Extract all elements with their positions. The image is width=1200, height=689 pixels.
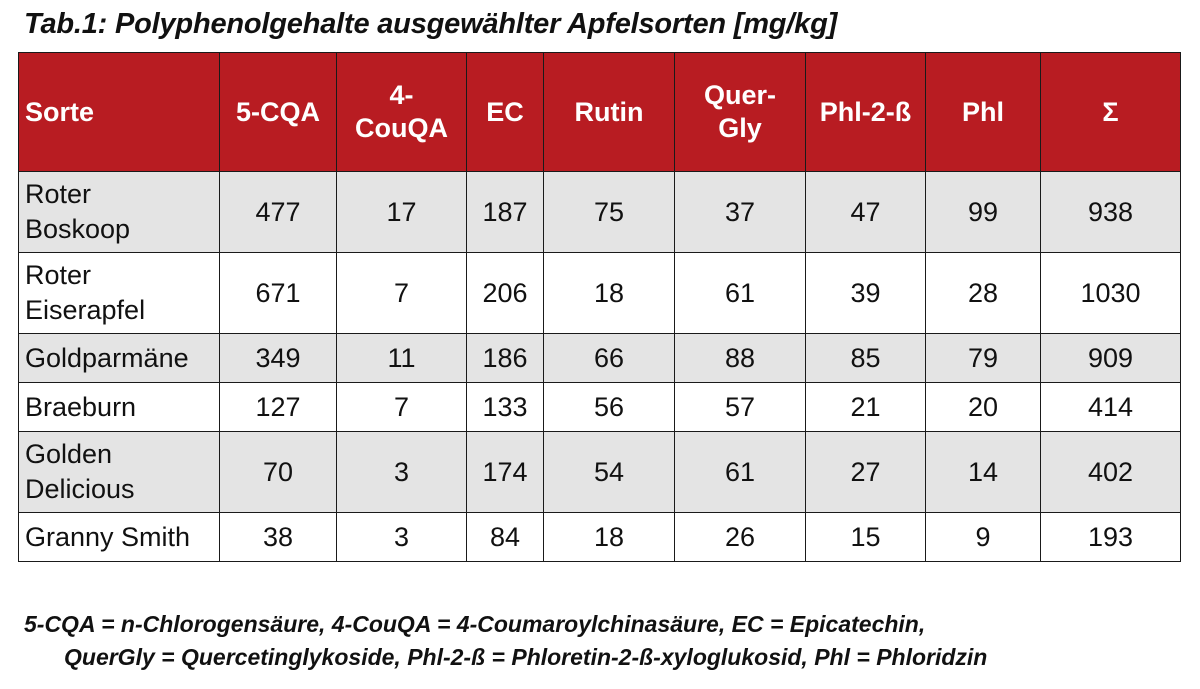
cell-quergly: 61: [675, 432, 806, 513]
cell-rutin: 18: [544, 513, 675, 562]
cell-5cqa: 38: [220, 513, 337, 562]
cell-5cqa: 127: [220, 383, 337, 432]
cell-phl2b: 21: [806, 383, 926, 432]
cell-sorte: [19, 432, 220, 513]
cell-sorte: [19, 253, 220, 334]
cell-phl: 99: [926, 172, 1041, 253]
sorte-line2: Delicious: [25, 474, 135, 504]
cell-phl: 79: [926, 334, 1041, 383]
table-row: [19, 172, 1181, 253]
col-header-rutin: Rutin: [544, 53, 675, 172]
col-header-sorte: Sorte: [19, 53, 220, 172]
cell-sum: 1030: [1041, 253, 1181, 334]
polyphenol-table: [18, 52, 1181, 562]
cell-rutin: 18: [544, 253, 675, 334]
cell-ec: 84: [467, 513, 544, 562]
cell-sorte: Goldparmäne: [19, 334, 220, 383]
col-header-quergly-line1: Quer-: [703, 80, 776, 110]
cell-quergly: 88: [675, 334, 806, 383]
col-header-ec: EC: [467, 53, 544, 172]
cell-5cqa: 671: [220, 253, 337, 334]
cell-phl: 14: [926, 432, 1041, 513]
cell-sum: 402: [1041, 432, 1181, 513]
table-row: [19, 513, 1181, 562]
cell-ec: 174: [467, 432, 544, 513]
cell-phl: 9: [926, 513, 1041, 562]
cell-5cqa: 349: [220, 334, 337, 383]
table-row: [19, 253, 1181, 334]
cell-4couqa: 7: [337, 383, 467, 432]
cell-sorte: Braeburn: [19, 383, 220, 432]
cell-ec: 186: [467, 334, 544, 383]
footnote-line1: 5-CQA = n-Chlorogensäure, 4-CouQA = 4-Coumaroylchinasäure, EC = Epicatechin,: [24, 611, 926, 637]
col-header-quergly-line2: Gly: [718, 113, 762, 143]
sorte-line2: Boskoop: [25, 214, 131, 244]
cell-ec: 187: [467, 172, 544, 253]
cell-phl2b: 47: [806, 172, 926, 253]
sorte-line1: Roter: [25, 179, 92, 209]
col-header-4couqa-line2: CouQA: [355, 113, 448, 143]
cell-phl: 20: [926, 383, 1041, 432]
cell-phl2b: 85: [806, 334, 926, 383]
cell-sorte: Granny Smith: [19, 513, 220, 562]
cell-4couqa: 11: [337, 334, 467, 383]
cell-5cqa: 477: [220, 172, 337, 253]
cell-phl2b: 39: [806, 253, 926, 334]
cell-quergly: 37: [675, 172, 806, 253]
cell-rutin: 75: [544, 172, 675, 253]
cell-4couqa: 3: [337, 513, 467, 562]
cell-rutin: 56: [544, 383, 675, 432]
table-row: [19, 383, 1181, 432]
cell-ec: 206: [467, 253, 544, 334]
table-row: [19, 334, 1181, 383]
cell-quergly: 26: [675, 513, 806, 562]
cell-ec: 133: [467, 383, 544, 432]
header-row: [19, 53, 1181, 172]
cell-sum: 193: [1041, 513, 1181, 562]
cell-sorte: [19, 172, 220, 253]
col-header-4couqa-line1: 4-: [389, 80, 414, 110]
sorte-line1: Roter: [25, 260, 92, 290]
cell-4couqa: 17: [337, 172, 467, 253]
col-header-quergly: [675, 53, 806, 172]
cell-4couqa: 7: [337, 253, 467, 334]
cell-quergly: 61: [675, 253, 806, 334]
cell-sum: 938: [1041, 172, 1181, 253]
cell-5cqa: 70: [220, 432, 337, 513]
cell-phl2b: 15: [806, 513, 926, 562]
col-header-5cqa: 5-CQA: [220, 53, 337, 172]
abbreviation-footnote: [24, 608, 987, 674]
table-row: [19, 432, 1181, 513]
cell-quergly: 57: [675, 383, 806, 432]
cell-sum: 414: [1041, 383, 1181, 432]
cell-phl2b: 27: [806, 432, 926, 513]
cell-rutin: 66: [544, 334, 675, 383]
cell-rutin: 54: [544, 432, 675, 513]
col-header-sum: Σ: [1041, 53, 1181, 172]
cell-phl: 28: [926, 253, 1041, 334]
table-title: Tab.1: Polyphenolgehalte ausgewählter Apfelsorten [mg/kg]: [24, 8, 838, 40]
col-header-phl: Phl: [926, 53, 1041, 172]
col-header-4couqa: [337, 53, 467, 172]
footnote-line2: QuerGly = Quercetinglykoside, Phl-2-ß = Phloretin-2-ß-xyloglukosid, Phl = Phloridzin: [64, 644, 988, 670]
sorte-line2: Eiserapfel: [25, 295, 146, 325]
cell-sum: 909: [1041, 334, 1181, 383]
sorte-line1: Golden: [25, 439, 113, 469]
col-header-phl2b: Phl-2-ß: [806, 53, 926, 172]
cell-4couqa: 3: [337, 432, 467, 513]
